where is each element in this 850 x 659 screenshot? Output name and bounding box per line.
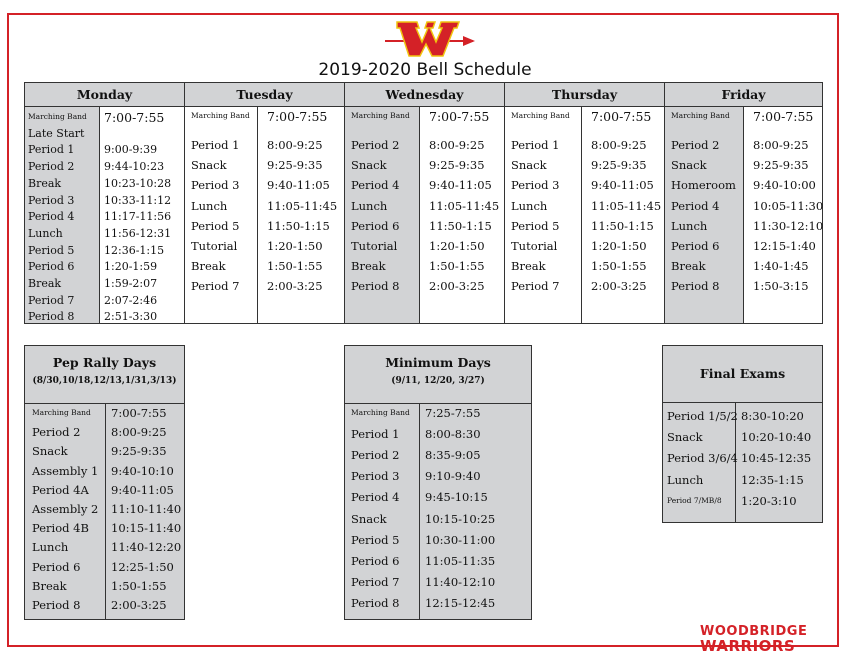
period-time: 10:23-10:28 <box>104 176 172 190</box>
period-time: 1:20-3:10 <box>741 493 797 508</box>
period-label: Period 1 <box>28 143 75 157</box>
period-label: Period 1/5/2 <box>667 409 738 423</box>
period-time: 11:05-11:45 <box>591 198 662 213</box>
period-label: Marching Band <box>351 111 410 120</box>
period-label: Period 1 <box>351 427 400 442</box>
period-time: 12:36-1:15 <box>104 243 165 257</box>
period-time: 11:05-11:35 <box>425 553 496 568</box>
period-label: Tutorial <box>191 239 238 253</box>
minimum-days-header <box>345 346 531 404</box>
period-label: Period 6 <box>28 260 75 274</box>
period-label: Lunch <box>511 198 548 213</box>
period-time: 8:35-9:05 <box>425 448 481 463</box>
period-time: 1:20-1:50 <box>591 239 647 253</box>
period-label: Period 5 <box>511 218 560 233</box>
period-time: 8:00-9:25 <box>429 138 485 152</box>
period-time: 2:00-3:25 <box>267 279 323 294</box>
period-label: Break <box>28 176 62 190</box>
period-label: Period 7 <box>28 293 75 307</box>
period-label: Period 3 <box>191 178 240 193</box>
period-time: 10:05-11:30 <box>753 198 824 213</box>
period-label: Lunch <box>28 226 63 240</box>
period-label: Lunch <box>351 198 388 213</box>
page-title: 2019-2020 Bell Schedule <box>318 60 532 80</box>
period-time: 11:50-1:15 <box>591 218 654 233</box>
minimum-days-body <box>345 404 531 619</box>
column-divider <box>99 107 100 323</box>
period-time: 12:15-12:45 <box>425 595 496 610</box>
pep-rally-header <box>25 346 184 404</box>
period-time: 9:40-11:05 <box>591 178 654 193</box>
column-divider <box>257 107 258 323</box>
day-column-monday <box>24 82 185 324</box>
period-time: 2:51-3:30 <box>104 310 158 324</box>
period-label: Tutorial <box>351 239 398 253</box>
period-time: 11:05-11:45 <box>429 198 500 213</box>
period-label: Snack <box>671 158 707 173</box>
period-label: Period 5 <box>191 218 240 233</box>
period-time: 1:20-1:59 <box>104 260 158 274</box>
period-label: Marching Band <box>511 111 570 120</box>
period-label: Snack <box>351 511 387 526</box>
period-label: Snack <box>32 444 68 459</box>
period-label: Lunch <box>667 472 704 487</box>
period-time: 2:00-3:25 <box>111 598 167 612</box>
period-label: Snack <box>191 158 227 173</box>
footer-logo-line1: WOODBRIDGE <box>700 624 808 639</box>
period-label: Period 4 <box>351 178 400 193</box>
day-column-wednesday <box>344 82 505 324</box>
period-label: Period 6 <box>351 218 400 233</box>
period-time: 1:20-1:50 <box>267 239 323 253</box>
period-label: Snack <box>667 430 703 445</box>
period-time: 2:00-3:25 <box>591 279 647 294</box>
period-time: 9:25-9:35 <box>591 158 647 173</box>
period-label: Period 2 <box>351 448 400 463</box>
footer-logo-line2: WARRIORS <box>700 637 796 655</box>
period-time: 7:00-7:55 <box>104 110 165 125</box>
minimum-days-schedule <box>344 345 532 620</box>
day-column-thursday <box>504 82 665 324</box>
period-label: Period 8 <box>32 598 81 612</box>
day-header: Thursday <box>505 83 664 107</box>
period-time: 7:00-7:55 <box>753 109 814 124</box>
period-time: 9:44-10:23 <box>104 160 165 174</box>
period-time: 9:10-9:40 <box>425 469 481 484</box>
period-label: Period 7 <box>191 279 240 294</box>
period-label: Period 8 <box>351 279 400 294</box>
period-label: Snack <box>351 158 387 173</box>
period-time: 1:50-1:55 <box>267 259 323 274</box>
period-time: 9:45-10:15 <box>425 490 488 505</box>
column-divider <box>419 107 420 323</box>
period-label: Marching Band <box>32 408 91 417</box>
period-label: Homeroom <box>671 178 736 193</box>
period-label: Lunch <box>32 540 69 555</box>
period-time: 2:00-3:25 <box>429 279 485 294</box>
column-divider <box>419 404 420 619</box>
period-time: 1:50-1:55 <box>429 259 485 274</box>
period-label: Period 4A <box>32 482 89 497</box>
period-time: 11:30-12:10 <box>753 218 824 233</box>
period-time: 9:40-11:05 <box>111 482 174 497</box>
pep-rally-schedule <box>24 345 185 620</box>
minimum-days-subtitle: (9/11, 12/20, 3/27) <box>391 376 485 386</box>
period-label: Period 3 <box>28 193 75 207</box>
period-label: Period 6 <box>32 559 81 574</box>
day-header: Friday <box>665 83 822 107</box>
pep-rally-title: Pep Rally Days <box>52 355 157 370</box>
period-label: Period 8 <box>28 310 75 324</box>
pep-rally-body <box>25 404 184 619</box>
period-time: 1:50-1:55 <box>111 578 167 593</box>
period-label: Period 2 <box>351 138 400 152</box>
period-time: 9:40-11:05 <box>429 178 492 193</box>
period-time: 10:20-10:40 <box>741 430 812 445</box>
day-header: Monday <box>25 83 184 107</box>
period-label: Lunch <box>191 198 228 213</box>
period-time: 11:05-11:45 <box>267 198 338 213</box>
period-label: Period 2 <box>671 138 720 152</box>
period-time: 9:25-9:35 <box>267 158 323 173</box>
period-time: 9:00-9:39 <box>104 143 158 157</box>
period-time: 9:40-10:00 <box>753 178 816 193</box>
period-time: 7:00-7:55 <box>267 109 328 124</box>
period-time: 10:33-11:12 <box>104 193 172 207</box>
period-label: Period 7/MB/8 <box>667 495 722 505</box>
period-label: Break <box>191 259 226 274</box>
period-time: 10:15-11:40 <box>111 521 182 536</box>
period-label: Assembly 2 <box>32 502 99 516</box>
period-time: 7:00-7:55 <box>591 109 652 124</box>
period-time: 7:25-7:55 <box>425 406 481 420</box>
period-time: 12:15-1:40 <box>753 239 816 253</box>
footer-logo <box>700 625 807 653</box>
period-time: 11:56-12:31 <box>104 226 172 240</box>
period-time: 9:40-11:05 <box>267 178 330 193</box>
column-divider <box>743 107 744 323</box>
period-label: Period 6 <box>351 553 400 568</box>
column-divider <box>105 404 106 619</box>
day-header: Tuesday <box>185 83 344 107</box>
column-divider <box>581 107 582 323</box>
final-exams-body <box>663 403 822 522</box>
period-label: Snack <box>511 158 547 173</box>
period-time: 9:25-9:35 <box>111 444 167 459</box>
period-time: 9:40-10:10 <box>111 463 174 478</box>
period-time: 7:00-7:55 <box>111 406 167 420</box>
period-label: Period 4 <box>671 198 720 213</box>
period-label: Period 2 <box>32 425 81 440</box>
period-label: Period 3/6/4 <box>667 451 738 466</box>
period-time: 12:25-1:50 <box>111 559 174 574</box>
final-exams-title: Final Exams <box>699 366 786 381</box>
period-label: Period 8 <box>351 595 400 610</box>
period-label: Period 2 <box>28 160 75 174</box>
day-column-tuesday <box>184 82 345 324</box>
day-header: Wednesday <box>345 83 504 107</box>
warriors-logo-icon <box>385 20 475 60</box>
period-label: Period 4 <box>351 490 400 505</box>
period-label: Lunch <box>671 218 708 233</box>
period-time: 10:15-10:25 <box>425 511 496 526</box>
period-time: 2:07-2:46 <box>104 293 158 307</box>
period-label: Break <box>511 259 546 274</box>
period-label: Marching Band <box>28 112 87 121</box>
period-label: Period 3 <box>351 469 400 484</box>
pep-rally-subtitle: (8/30,10/18,12/13,1/31,3/13) <box>32 376 177 386</box>
period-label: Break <box>351 259 386 274</box>
period-time: 8:30-10:20 <box>741 409 804 423</box>
period-time: 11:50-1:15 <box>429 218 492 233</box>
period-time: 8:00-9:25 <box>267 138 323 152</box>
period-time: 1:50-1:55 <box>591 259 647 274</box>
period-time: 8:00-9:25 <box>111 425 167 440</box>
period-label: Period 4B <box>32 521 89 536</box>
period-time: 1:40-1:45 <box>753 259 809 274</box>
period-time: 9:25-9:35 <box>429 158 485 173</box>
period-time: 11:50-1:15 <box>267 218 330 233</box>
period-time: 11:40-12:10 <box>425 574 496 589</box>
period-label: Tutorial <box>511 239 558 253</box>
period-time: 8:00-9:25 <box>591 138 647 152</box>
minimum-days-title: Minimum Days <box>385 355 491 370</box>
period-time: 9:25-9:35 <box>753 158 809 173</box>
period-time: 1:59-2:07 <box>104 277 158 290</box>
period-label: Period 1 <box>191 138 240 152</box>
period-label: Period 7 <box>511 279 560 294</box>
final-exams-schedule <box>662 345 823 523</box>
period-label: Break <box>671 259 706 274</box>
period-label: Period 6 <box>671 239 720 253</box>
period-label: Period 5 <box>351 532 400 547</box>
period-time: 1:50-3:15 <box>753 279 809 294</box>
period-label: Assembly 1 <box>32 463 99 478</box>
period-time: 12:35-1:15 <box>741 472 804 487</box>
period-time: 11:10-11:40 <box>111 502 182 516</box>
day-column-friday <box>664 82 823 324</box>
period-label: Late Start <box>28 126 85 140</box>
final-exams-header <box>663 346 822 403</box>
period-label: Marching Band <box>671 111 730 120</box>
period-time: 1:20-1:50 <box>429 239 485 253</box>
period-time: 10:30-11:00 <box>425 532 496 547</box>
period-label: Period 4 <box>28 210 75 224</box>
period-label: Period 8 <box>671 279 720 294</box>
period-label: Period 3 <box>511 178 560 193</box>
period-time: 10:45-12:35 <box>741 451 812 466</box>
period-label: Break <box>28 277 62 290</box>
period-label: Break <box>32 578 67 593</box>
period-label: Period 5 <box>28 243 75 257</box>
period-label: Period 1 <box>511 138 560 152</box>
period-label: Period 7 <box>351 574 400 589</box>
period-time: 7:00-7:55 <box>429 109 490 124</box>
period-label: Marching Band <box>191 111 250 120</box>
period-time: 8:00-9:25 <box>753 138 809 152</box>
period-time: 8:00-8:30 <box>425 427 481 442</box>
period-time: 11:40-12:20 <box>111 540 182 555</box>
period-time: 11:17-11:56 <box>104 210 172 224</box>
period-label: Marching Band <box>351 408 410 417</box>
